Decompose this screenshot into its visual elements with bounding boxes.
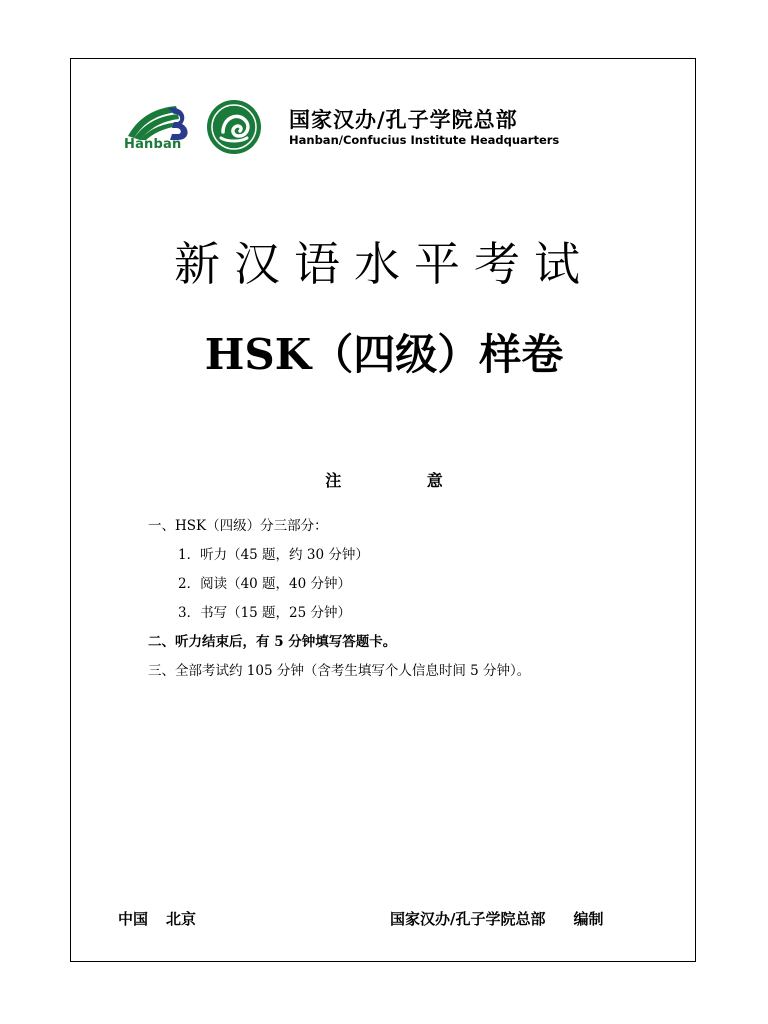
footer-publisher-name: 国家汉办/孔子学院总部 <box>390 910 546 928</box>
organization-name-chinese: 国家汉办/孔子学院总部 <box>289 108 518 132</box>
organization-name-english: Hanban/Confucius Institute Headquarters <box>289 133 560 147</box>
instruction-item: 三、全部考试约 105 分钟（含考生填写个人信息时间 5 分钟）。 <box>148 663 531 679</box>
footer-country: 中国 <box>118 910 149 928</box>
confucius-institute-logo-icon <box>205 98 263 156</box>
page-title: 新汉语水平考试 <box>174 237 594 291</box>
hanban-logo-text: Hanban <box>124 137 182 152</box>
instruction-item: 一、HSK（四级）分三部分： <box>148 518 328 534</box>
page-subtitle: HSK（四级）样卷 <box>204 330 564 379</box>
instruction-item: 2．阅读（40 题，40 分钟） <box>178 576 352 592</box>
footer-city: 北京 <box>166 910 197 928</box>
footer-location <box>118 908 196 929</box>
instruction-item: 3．书写（15 题，25 分钟） <box>178 605 352 621</box>
instruction-item: 1．听力（45 题，约 30 分钟） <box>178 547 369 563</box>
page-border <box>70 58 696 962</box>
notice-heading: 注 意 <box>325 471 483 490</box>
footer-publisher <box>390 908 604 929</box>
footer-compiled: 编制 <box>573 910 604 928</box>
instruction-item: 二、听力结束后，有 5 分钟填写答题卡。 <box>148 634 397 650</box>
